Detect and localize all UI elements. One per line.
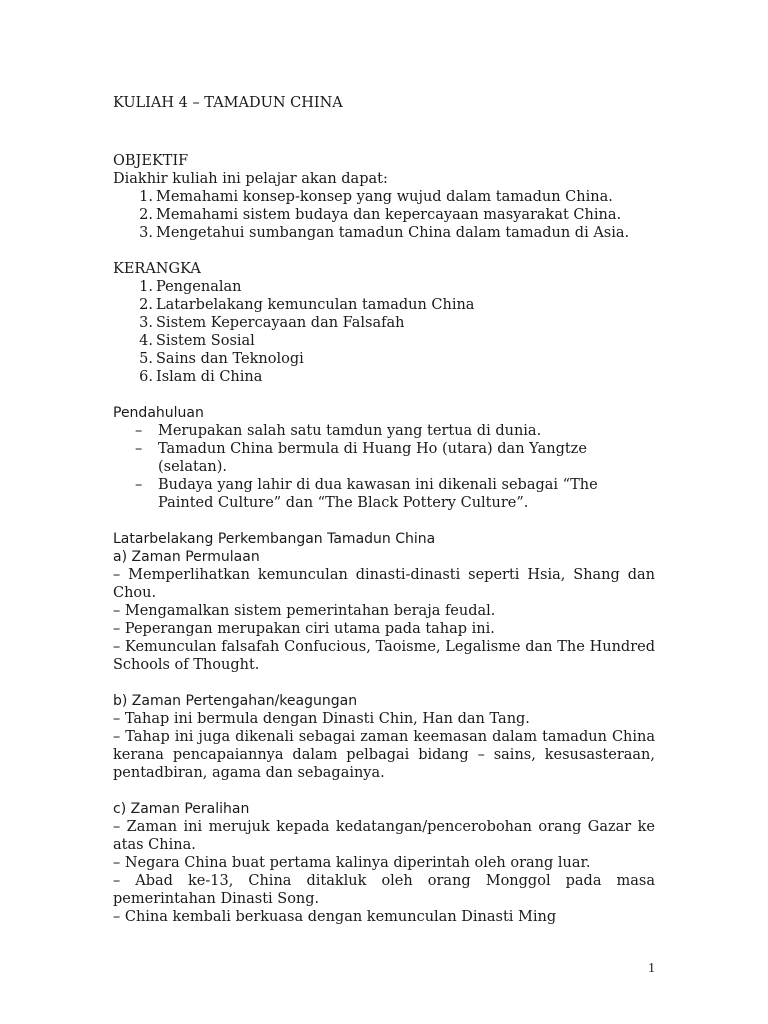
paragraph-line: – Kemunculan falsafah Confucious, Taoisme, Legalisme dan The Hundred Schools of Thought. — [113, 639, 655, 673]
list-item: – Tamadun China bermula di Huang Ho (utara) dan Yangtze (selatan). — [135, 441, 587, 475]
list-item: 1. Pengenalan — [139, 279, 242, 295]
paragraph-line: – Mengamalkan sistem pemerintahan beraja feudal. — [113, 603, 496, 619]
document-page — [113, 94, 655, 926]
paragraph-line: – Tahap ini bermula dengan Dinasti Chin, Han dan Tang. — [113, 711, 530, 727]
list-item: 4. Sistem Sosial — [139, 333, 255, 349]
latarbelakang-heading: Latarbelakang Perkembangan Tamadun China — [113, 531, 436, 547]
list-item: 6. Islam di China — [139, 369, 263, 385]
objektif-list — [113, 188, 655, 242]
paragraph-line: – China kembali berkuasa dengan kemunculan Dinasti Ming — [113, 909, 557, 925]
page-number: 1 — [648, 961, 655, 976]
zaman-pertengahan-heading: b) Zaman Pertengahan/keagungan — [113, 693, 358, 709]
zaman-peralihan-heading: c) Zaman Peralihan — [113, 801, 250, 817]
list-item: 2. Memahami sistem budaya dan kepercayaan masyarakat China. — [139, 207, 622, 223]
paragraph-line: – Peperangan merupakan ciri utama pada tahap ini. — [113, 621, 495, 637]
paragraph-line: – Negara China buat pertama kalinya diperintah oleh orang luar. — [113, 855, 591, 871]
objektif-heading: OBJEKTIF — [113, 153, 189, 169]
document-title: KULIAH 4 – TAMADUN CHINA — [113, 95, 343, 111]
list-item: 3. Mengetahui sumbangan tamadun China dalam tamadun di Asia. — [139, 225, 630, 241]
list-item: – Merupakan salah satu tamdun yang tertua di dunia. — [135, 423, 542, 439]
list-item: – Budaya yang lahir di dua kawasan ini dikenali sebagai “The Painted Culture” dan “The Black Pottery Culture”. — [135, 477, 598, 511]
list-item: 3. Sistem Kepercayaan dan Falsafah — [139, 315, 405, 331]
kerangka-list — [113, 278, 655, 386]
pendahuluan-list — [113, 422, 655, 512]
list-item: 5. Sains dan Teknologi — [139, 351, 304, 367]
paragraph-line: – Abad ke-13, China ditakluk oleh orang Monggol pada masa pemerintahan Dinasti Song. — [113, 873, 655, 907]
list-item: 2. Latarbelakang kemunculan tamadun China — [139, 297, 475, 313]
paragraph-line: – Tahap ini juga dikenali sebagai zaman keemasan dalam tamadun China kerana pencapaiannya dalam pelbagai bidang – sains, kesusasteraan, pentadbiran, agama dan sebagainya. — [113, 729, 655, 781]
objektif-intro: Diakhir kuliah ini pelajar akan dapat: — [113, 171, 388, 187]
paragraph-line: – Memperlihatkan kemunculan dinasti-dinasti seperti Hsia, Shang dan Chou. — [113, 567, 655, 601]
paragraph-line: – Zaman ini merujuk kepada kedatangan/pencerobohan orang Gazar ke atas China. — [113, 819, 655, 853]
pendahuluan-heading: Pendahuluan — [113, 405, 204, 421]
list-item: 1. Memahami konsep-konsep yang wujud dalam tamadun China. — [139, 189, 613, 205]
kerangka-heading: KERANGKA — [113, 261, 201, 277]
zaman-permulaan-heading: a) Zaman Permulaan — [113, 549, 260, 565]
